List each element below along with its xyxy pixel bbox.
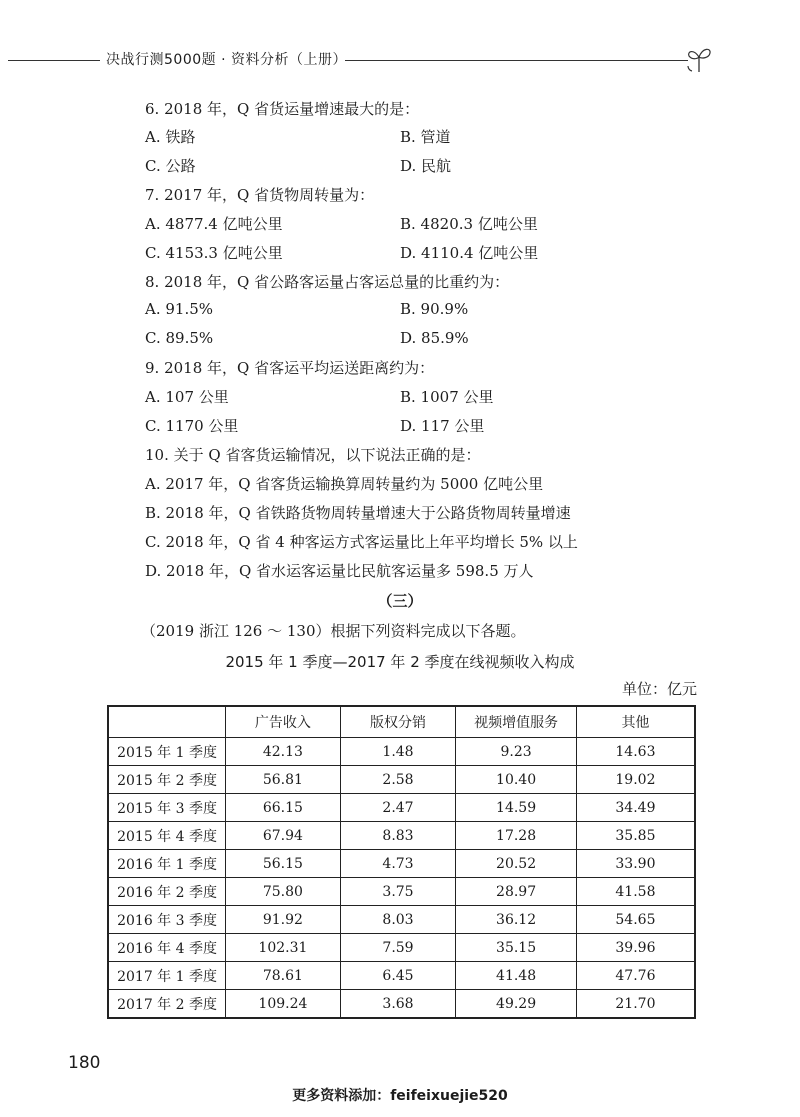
table-header-ad-revenue: 广告收入 xyxy=(226,706,341,738)
cell-copyright: 3.75 xyxy=(340,878,456,906)
row-label: 2015 年 3 季度 xyxy=(108,794,226,822)
question-10-option-b: B. 2018 年，Q 省铁路货物周转量增速大于公路货物周转量增速 xyxy=(145,504,571,522)
question-7-option-a: A. 4877.4 亿吨公里 xyxy=(145,215,283,233)
cell-copyright: 1.48 xyxy=(340,738,456,766)
question-7-stem: 7. 2017 年，Q 省货物周转量为： xyxy=(145,186,375,204)
row-label: 2016 年 1 季度 xyxy=(108,850,226,878)
row-label: 2016 年 3 季度 xyxy=(108,906,226,934)
cell-ad-revenue: 91.92 xyxy=(226,906,341,934)
cell-other: 34.49 xyxy=(576,794,695,822)
sprout-icon xyxy=(684,42,714,76)
question-7-option-c: C. 4153.3 亿吨公里 xyxy=(145,244,283,262)
cell-other: 21.70 xyxy=(576,990,695,1019)
question-6-option-d: D. 民航 xyxy=(400,157,452,175)
section-title: （三） xyxy=(377,592,423,610)
question-6-stem: 6. 2018 年，Q 省货运量增速最大的是： xyxy=(145,100,420,118)
table-header-corner xyxy=(108,706,226,738)
question-10-stem: 10. 关于 Q 省客货运输情况，以下说法正确的是： xyxy=(145,446,481,464)
question-8-option-d: D. 85.9% xyxy=(400,329,469,347)
cell-copyright: 8.03 xyxy=(340,906,456,934)
question-6-option-b: B. 管道 xyxy=(400,128,451,146)
row-label: 2016 年 4 季度 xyxy=(108,934,226,962)
revenue-table xyxy=(107,705,696,1019)
table-row xyxy=(108,850,695,878)
cell-value-added: 28.97 xyxy=(456,878,577,906)
question-8-option-a: A. 91.5% xyxy=(145,300,214,318)
table-row xyxy=(108,822,695,850)
table-row xyxy=(108,906,695,934)
cell-ad-revenue: 56.15 xyxy=(226,850,341,878)
question-8-option-c: C. 89.5% xyxy=(145,329,214,347)
question-9-option-d: D. 117 公里 xyxy=(400,417,485,435)
cell-copyright: 6.45 xyxy=(340,962,456,990)
question-10-option-d: D. 2018 年，Q 省水运客运量比民航客运量多 598.5 万人 xyxy=(145,562,534,580)
table-row xyxy=(108,990,695,1019)
table-header-copyright-distribution: 版权分销 xyxy=(340,706,456,738)
row-label: 2016 年 2 季度 xyxy=(108,878,226,906)
table-header-row xyxy=(108,706,695,738)
cell-ad-revenue: 42.13 xyxy=(226,738,341,766)
cell-ad-revenue: 56.81 xyxy=(226,766,341,794)
cell-value-added: 36.12 xyxy=(456,906,577,934)
row-label: 2015 年 4 季度 xyxy=(108,822,226,850)
question-9-option-c: C. 1170 公里 xyxy=(145,417,239,435)
cell-value-added: 10.40 xyxy=(456,766,577,794)
cell-value-added: 49.29 xyxy=(456,990,577,1019)
section-intro: （2019 浙江 126 ～ 130）根据下列资料完成以下各题。 xyxy=(141,622,526,640)
cell-other: 41.58 xyxy=(576,878,695,906)
cell-other: 54.65 xyxy=(576,906,695,934)
row-label: 2015 年 2 季度 xyxy=(108,766,226,794)
table-header-other: 其他 xyxy=(576,706,695,738)
cell-value-added: 14.59 xyxy=(456,794,577,822)
cell-copyright: 3.68 xyxy=(340,990,456,1019)
cell-ad-revenue: 67.94 xyxy=(226,822,341,850)
cell-ad-revenue: 109.24 xyxy=(226,990,341,1019)
footer-note: 更多资料添加：feifeixuejie520 xyxy=(292,1088,508,1104)
cell-other: 39.96 xyxy=(576,934,695,962)
question-7-option-b: B. 4820.3 亿吨公里 xyxy=(400,215,538,233)
cell-other: 19.02 xyxy=(576,766,695,794)
cell-ad-revenue: 66.15 xyxy=(226,794,341,822)
cell-other: 47.76 xyxy=(576,962,695,990)
running-header xyxy=(0,38,800,78)
table-unit: 单位：亿元 xyxy=(622,680,698,698)
question-6-option-a: A. 铁路 xyxy=(145,128,196,146)
cell-copyright: 4.73 xyxy=(340,850,456,878)
question-8-option-b: B. 90.9% xyxy=(400,300,469,318)
cell-copyright: 7.59 xyxy=(340,934,456,962)
cell-value-added: 17.28 xyxy=(456,822,577,850)
cell-copyright: 2.58 xyxy=(340,766,456,794)
page-number: 180 xyxy=(68,1053,101,1073)
cell-ad-revenue: 102.31 xyxy=(226,934,341,962)
question-9-option-b: B. 1007 公里 xyxy=(400,388,494,406)
table-row xyxy=(108,878,695,906)
question-7-option-d: D. 4110.4 亿吨公里 xyxy=(400,244,539,262)
cell-other: 35.85 xyxy=(576,822,695,850)
table-title: 2015 年 1 季度—2017 年 2 季度在线视频收入构成 xyxy=(225,653,575,671)
header-rule-left xyxy=(8,60,100,61)
table-header-video-value-added: 视频增值服务 xyxy=(456,706,577,738)
table-row xyxy=(108,794,695,822)
row-label: 2017 年 1 季度 xyxy=(108,962,226,990)
table-row xyxy=(108,738,695,766)
cell-ad-revenue: 78.61 xyxy=(226,962,341,990)
question-6-option-c: C. 公路 xyxy=(145,157,196,175)
cell-value-added: 9.23 xyxy=(456,738,577,766)
cell-value-added: 41.48 xyxy=(456,962,577,990)
row-label: 2017 年 2 季度 xyxy=(108,990,226,1019)
cell-value-added: 35.15 xyxy=(456,934,577,962)
table-row xyxy=(108,766,695,794)
header-rule-right xyxy=(345,60,688,61)
cell-value-added: 20.52 xyxy=(456,850,577,878)
cell-copyright: 8.83 xyxy=(340,822,456,850)
table-row xyxy=(108,934,695,962)
question-9-stem: 9. 2018 年，Q 省客运平均运送距离约为： xyxy=(145,359,435,377)
cell-copyright: 2.47 xyxy=(340,794,456,822)
cell-other: 14.63 xyxy=(576,738,695,766)
question-10-option-a: A. 2017 年，Q 省客货运输换算周转量约为 5000 亿吨公里 xyxy=(145,475,544,493)
cell-ad-revenue: 75.80 xyxy=(226,878,341,906)
question-9-option-a: A. 107 公里 xyxy=(145,388,229,406)
table-row xyxy=(108,962,695,990)
question-10-option-c: C. 2018 年，Q 省 4 种客运方式客运量比上年平均增长 5% 以上 xyxy=(145,533,578,551)
row-label: 2015 年 1 季度 xyxy=(108,738,226,766)
header-title: 决战行测5000题 · 资料分析（上册） xyxy=(106,52,347,68)
question-8-stem: 8. 2018 年，Q 省公路客运量占客运总量的比重约为： xyxy=(145,273,510,291)
cell-other: 33.90 xyxy=(576,850,695,878)
